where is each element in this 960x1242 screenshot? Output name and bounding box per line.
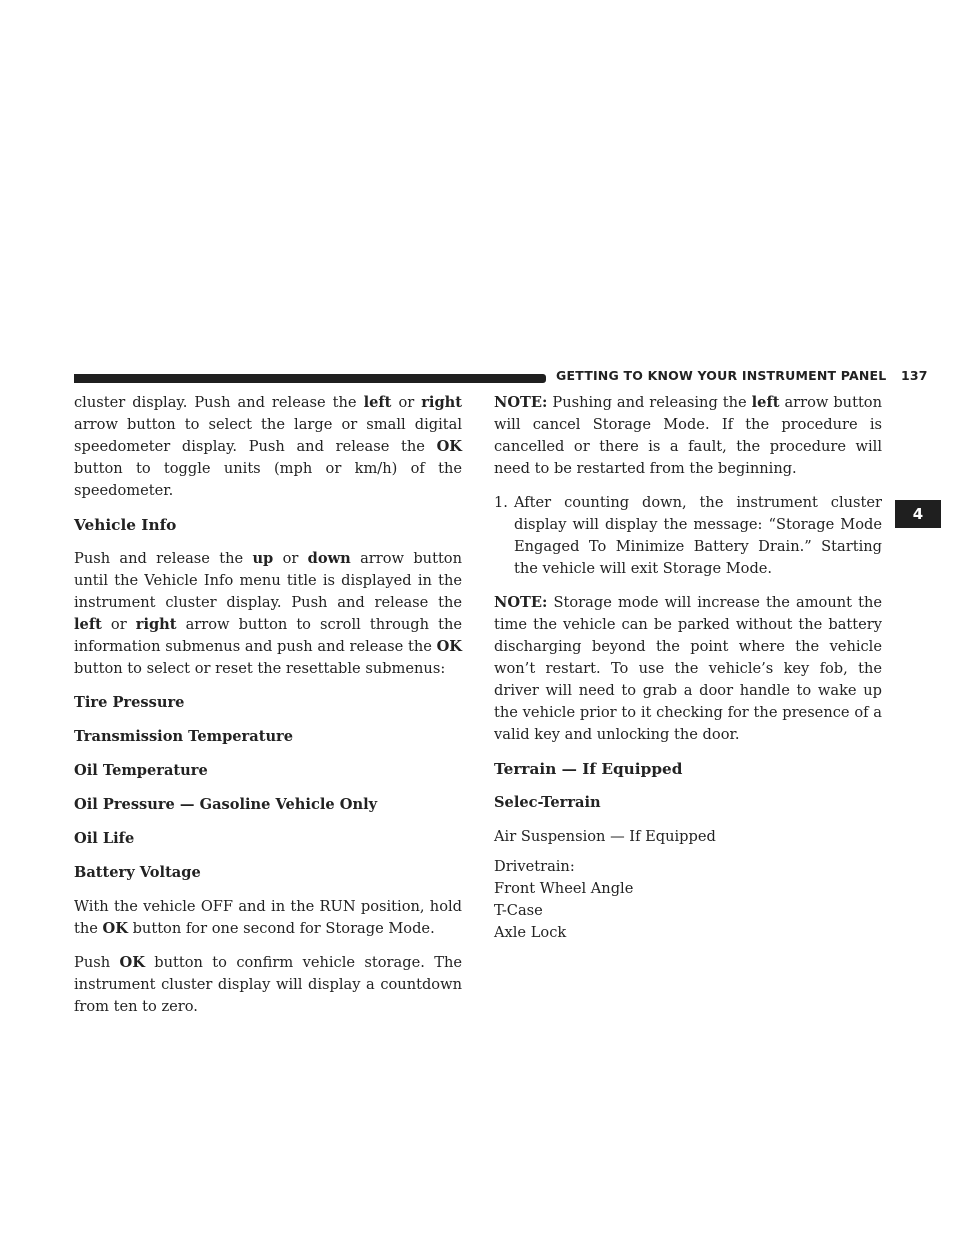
step-1: [494, 492, 882, 580]
submenu-transmission-temperature: Transmission Temperature: [74, 728, 294, 745]
item-axle-lock: Axle Lock: [494, 924, 567, 941]
submenu-oil-temperature: Oil Temperature: [74, 762, 208, 779]
submenu-battery-voltage: Battery Voltage: [74, 864, 201, 881]
item-front-wheel-angle: Front Wheel Angle: [494, 880, 634, 897]
paragraph-storage-mode: With the vehicle OFF and in the RUN position, hold the OK button for one second for Storage Mode.: [74, 898, 462, 937]
submenu-oil-life: Oil Life: [74, 830, 135, 847]
submenu-oil-pressure: Oil Pressure — Gasoline Vehicle Only: [74, 796, 378, 813]
section-title: GETTING TO KNOW YOUR INSTRUMENT PANEL: [556, 368, 887, 383]
item-t-case: T-Case: [494, 902, 543, 919]
heading-vehicle-info: Vehicle Info: [74, 516, 177, 534]
page-number: 137: [901, 368, 928, 383]
step-text: After counting down, the instrument cluster display will display the message: “Storage Mode Engaged To Minimize Battery Drain.” Starting the vehicle will exit Storage Mode.: [514, 494, 882, 577]
chapter-tab: 4: [895, 500, 941, 528]
heading-terrain: Terrain — If Equipped: [494, 760, 683, 778]
heading-selec-terrain: Selec-Terrain: [494, 794, 601, 811]
header-rule: [74, 374, 546, 383]
note-storage-mode: NOTE: Storage mode will increase the amount the time the vehicle can be parked without the battery discharging beyond the point where the vehicle won’t restart. To use the vehicle’s key fob, the driver will need to grab a door handle to wake up the vehicle prior to it checking for the presence of a valid key and unlocking the door.: [494, 594, 882, 743]
submenu-tire-pressure: Tire Pressure: [74, 694, 185, 711]
item-air-suspension: Air Suspension — If Equipped: [494, 828, 716, 845]
item-drivetrain: Drivetrain:: [494, 858, 575, 875]
step-number: 1.: [494, 494, 508, 511]
paragraph-confirm-storage: Push OK button to confirm vehicle storage. The instrument cluster display will display a countdown from ten to zero.: [74, 954, 462, 1015]
running-header: [556, 368, 928, 383]
note-cancel-storage: NOTE: Pushing and releasing the left arrow button will cancel Storage Mode. If the procedure is cancelled or there is a fault, the procedure will need to be restarted from the beginning.: [494, 394, 882, 477]
paragraph-vehicle-info: Push and release the up or down arrow button until the Vehicle Info menu title is displayed in the instrument cluster display. Push and release the left or right arrow button to scroll through the information submenus and push and release the OK button to select or reset the resettable submenus:: [74, 550, 462, 677]
paragraph-speedometer: cluster display. Push and release the left or right arrow button to select the large or small digital speedometer display. Push and release the OK button to toggle units (mph or km/h) of the speedometer.: [74, 394, 463, 499]
right-column: [494, 392, 882, 944]
left-column: [74, 392, 462, 1030]
